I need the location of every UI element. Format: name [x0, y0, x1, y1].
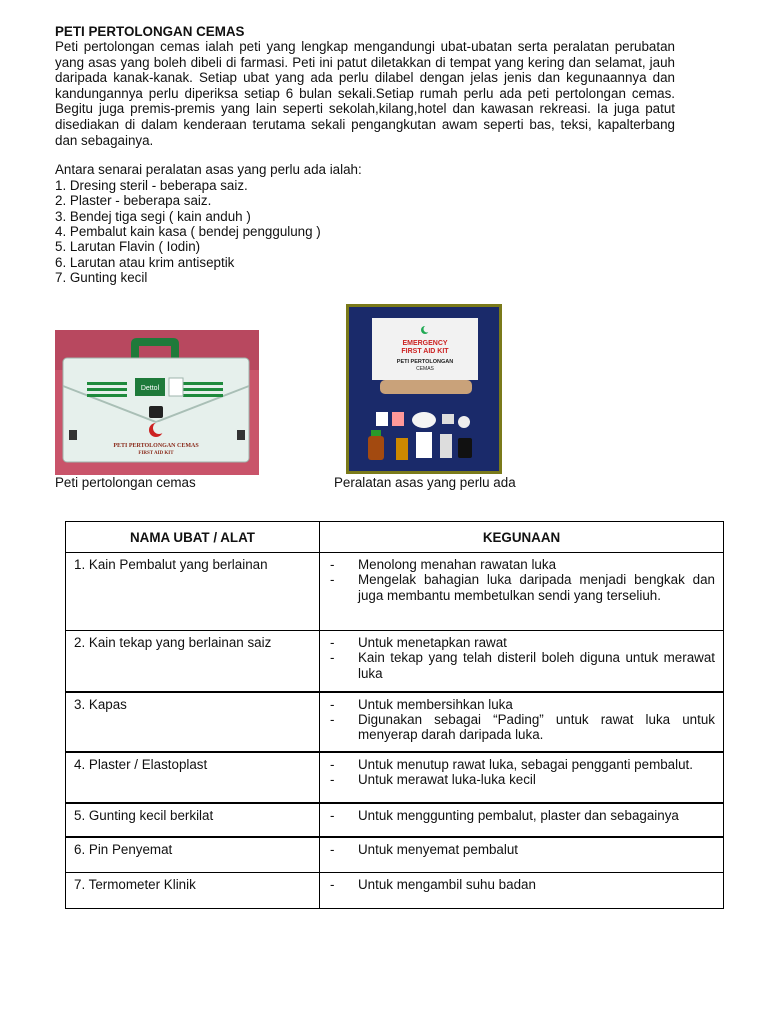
table-row	[66, 553, 724, 631]
kit-label-line2: FIRST AID KIT	[138, 451, 174, 456]
document-body	[55, 24, 675, 286]
table-row	[66, 692, 724, 752]
equipment-list	[55, 178, 675, 286]
use-text: Untuk menggunting pembalut, plaster dan sebagainya	[358, 807, 679, 823]
equipment-caption: Peralatan asas yang perlu ada	[334, 475, 516, 490]
sign-line2: FIRST AID KIT	[401, 348, 449, 355]
use-text: Untuk menetapkan rawat	[358, 635, 507, 650]
intro-paragraph: Peti pertolongan cemas ialah peti yang lengkap mengandungi ubat-ubatan serta peralatan perubatan yang asas yang boleh dibeli di farmasi. Peti ini patut diletakkan di tempat yang kering dan selamat, jauh daripada kanak-kanak. Setiap ubat yang ada perlu dilabel dengan jelas jenis dan kegunaannya dan kandungannya perlu diperiksa setiap 6 bulan sekali.Setiap rumah perlu ada peti pertolongan cemas. Begitu juga premis-premis yang lain seperti sekolah,kilang,hotel dan kawasan rekreasi. Ia juga patut disediakan di dalam kenderaan terutama sekali pengangkutan awam seperti bas, teksi, kapalterbang dan sebagainya.	[55, 39, 675, 148]
use-text: Untuk membersihkan luka	[358, 696, 513, 712]
use-text: Untuk merawat luka-luka kecil	[358, 771, 536, 787]
item-name: 4. Plaster / Elastoplast	[66, 752, 320, 803]
list-intro: Antara senarai peralatan asas yang perlu ada ialah:	[55, 162, 362, 178]
item-name: 2. Kain tekap yang berlainan saiz	[66, 631, 320, 692]
column-header: KEGUNAAN	[320, 522, 724, 553]
table-row	[66, 752, 724, 803]
item-name: 3. Kapas	[66, 692, 320, 752]
table-row	[66, 837, 724, 873]
item-uses: - Untuk mengambil suhu badan	[320, 873, 724, 909]
table-header-row	[66, 522, 724, 553]
kit-caption: Peti pertolongan cemas	[55, 475, 196, 490]
column-header: NAMA UBAT / ALAT	[66, 522, 320, 553]
item-uses: - Untuk menggunting pembalut, plaster dan sebagainya	[320, 803, 724, 837]
use-text: Menolong menahan rawatan luka	[358, 557, 557, 572]
list-item: 3. Bendej tiga segi ( kain anduh )	[55, 208, 251, 224]
use-text: Kain tekap yang telah disteril boleh diguna untuk merawat luka	[358, 650, 715, 681]
sign-line1: EMERGENCY	[402, 340, 448, 347]
list-item: 5. Larutan Flavin ( Iodin)	[55, 239, 201, 255]
kit-label-line1: PETI PERTOLONGAN CEMAS	[113, 443, 199, 449]
use-text: Mengelak bahagian luka daripada menjadi bengkak dan juga membantu membetulkan sendi yang terseliuh.	[358, 572, 715, 603]
sign-line4: CEMAS	[416, 366, 434, 372]
kit-brand-text: Dettol	[140, 385, 160, 392]
use-text: Untuk menyemat pembalut	[358, 841, 519, 857]
use-text: Untuk mengambil suhu badan	[358, 877, 536, 892]
table-row	[66, 631, 724, 692]
sign-line3: PETI PERTOLONGAN	[396, 359, 454, 365]
list-item: 6. Larutan atau krim antiseptik	[55, 254, 235, 270]
list-item: 7. Gunting kecil	[55, 270, 148, 286]
list-item: 4. Pembalut kain kasa ( bendej penggulung )	[55, 223, 321, 239]
item-name: 5. Gunting kecil berkilat	[66, 803, 320, 837]
item-name: 7. Termometer Klinik	[66, 873, 320, 909]
item-uses: - Untuk membersihkan luka - Digunakan sebagai “Pading” untuk rawat luka untuk menyerap darah daripada luka.	[320, 692, 724, 752]
item-uses: - Untuk menyemat pembalut	[320, 837, 724, 873]
item-name: 6. Pin Penyemat	[66, 837, 320, 873]
item-name: 1. Kain Pembalut yang berlainan	[66, 553, 320, 631]
item-uses: - Untuk menutup rawat luka, sebagai pengganti pembalut. - Untuk merawat luka-luka kecil	[320, 752, 724, 803]
page-title: PETI PERTOLONGAN CEMAS	[55, 24, 245, 39]
item-uses: - Menolong menahan rawatan luka - Mengelak bahagian luka daripada menjadi bengkak dan juga membantu membetulkan sendi yang terseliuh.	[320, 553, 724, 631]
equipment-photo	[346, 304, 502, 474]
table-row	[66, 803, 724, 837]
use-text: Untuk menutup rawat luka, sebagai pengganti pembalut.	[358, 756, 693, 772]
first-aid-kit-photo	[55, 330, 259, 475]
use-text: Digunakan sebagai “Pading” untuk rawat luka untuk menyerap darah daripada luka.	[358, 711, 715, 743]
item-uses: - Untuk menetapkan rawat - Kain tekap yang telah disteril boleh diguna untuk merawat luka	[320, 631, 724, 692]
equipment-table	[65, 521, 724, 909]
table-row	[66, 873, 724, 909]
list-item: 2. Plaster - beberapa saiz.	[55, 193, 212, 209]
list-item: 1. Dresing steril - beberapa saiz.	[55, 177, 248, 193]
